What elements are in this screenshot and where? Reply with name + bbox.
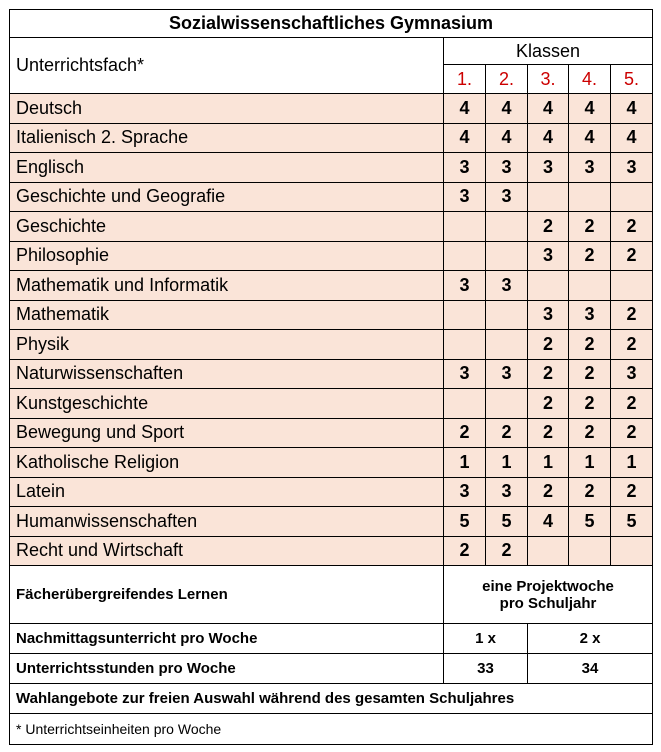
hours-class-5: 4	[611, 94, 653, 124]
hours-class-1	[444, 212, 486, 242]
class-number-3: 3.	[528, 65, 569, 94]
subject-name: Bewegung und Sport	[10, 418, 444, 448]
hours-class-5: 2	[611, 241, 653, 271]
hours-class-3: 2	[528, 212, 569, 242]
hours-class-4	[569, 536, 611, 566]
subject-row	[10, 536, 653, 566]
hours-class-5	[611, 182, 653, 212]
hours-class-1	[444, 389, 486, 419]
class-number-5: 5.	[611, 65, 653, 94]
subject-row	[10, 241, 653, 271]
hours-class-4: 2	[569, 389, 611, 419]
hours-class-3	[528, 271, 569, 301]
subject-row	[10, 359, 653, 389]
footnote: * Unterrichtseinheiten pro Woche	[10, 714, 653, 745]
subject-name: Mathematik und Informatik	[10, 271, 444, 301]
subject-name: Italienisch 2. Sprache	[10, 123, 444, 153]
table-title: Sozialwissenschaftliches Gymnasium	[10, 10, 653, 38]
weekly-hours-grades-1-2: 33	[444, 654, 528, 684]
class-number-1: 1.	[444, 65, 486, 94]
weekly-hours-grades-3-5: 34	[528, 654, 653, 684]
class-number-4: 4.	[569, 65, 611, 94]
subject-row	[10, 477, 653, 507]
hours-class-4: 2	[569, 330, 611, 360]
hours-class-3: 2	[528, 330, 569, 360]
hours-class-2: 3	[486, 271, 528, 301]
subject-row	[10, 300, 653, 330]
hours-class-4: 4	[569, 123, 611, 153]
subject-row	[10, 330, 653, 360]
hours-class-4	[569, 271, 611, 301]
hours-class-5: 5	[611, 507, 653, 537]
subject-row	[10, 507, 653, 537]
subject-name: Deutsch	[10, 94, 444, 124]
subject-row	[10, 271, 653, 301]
hours-class-2	[486, 212, 528, 242]
subject-row	[10, 94, 653, 124]
hours-class-1: 3	[444, 153, 486, 183]
hours-class-4: 3	[569, 300, 611, 330]
hours-class-3: 1	[528, 448, 569, 478]
hours-class-1: 2	[444, 418, 486, 448]
weekly-hours-label: Unterrichtsstunden pro Woche	[10, 654, 444, 684]
hours-class-2: 2	[486, 418, 528, 448]
hours-class-1: 5	[444, 507, 486, 537]
subject-name: Katholische Religion	[10, 448, 444, 478]
hours-class-4: 3	[569, 153, 611, 183]
hours-class-2	[486, 330, 528, 360]
hours-class-4: 1	[569, 448, 611, 478]
hours-class-4: 2	[569, 359, 611, 389]
hours-class-1: 3	[444, 182, 486, 212]
hours-class-2: 3	[486, 359, 528, 389]
hours-class-3: 4	[528, 94, 569, 124]
hours-class-1	[444, 330, 486, 360]
hours-class-5	[611, 536, 653, 566]
hours-class-1: 1	[444, 448, 486, 478]
hours-class-2: 2	[486, 536, 528, 566]
hours-class-4: 4	[569, 94, 611, 124]
hours-class-2: 3	[486, 477, 528, 507]
afternoon-grades-3-5: 2 x	[528, 624, 653, 654]
hours-class-1: 2	[444, 536, 486, 566]
hours-class-3: 4	[528, 507, 569, 537]
hours-class-1: 4	[444, 123, 486, 153]
hours-class-4: 2	[569, 212, 611, 242]
hours-class-4: 2	[569, 418, 611, 448]
hours-class-5: 4	[611, 123, 653, 153]
subject-name: Geschichte	[10, 212, 444, 242]
subject-row	[10, 123, 653, 153]
hours-class-2: 5	[486, 507, 528, 537]
subject-row	[10, 448, 653, 478]
hours-class-1: 3	[444, 477, 486, 507]
subject-row	[10, 182, 653, 212]
hours-class-5: 2	[611, 212, 653, 242]
hours-class-2: 4	[486, 94, 528, 124]
hours-class-2	[486, 241, 528, 271]
electives-row: Wahlangebote zur freien Auswahl während des gesamten Schuljahres	[10, 684, 653, 714]
subject-name: Englisch	[10, 153, 444, 183]
hours-class-2	[486, 389, 528, 419]
hours-class-1: 3	[444, 359, 486, 389]
subject-name: Geschichte und Geografie	[10, 182, 444, 212]
hours-class-4: 2	[569, 477, 611, 507]
hours-class-5: 2	[611, 330, 653, 360]
curriculum-table	[9, 9, 653, 745]
hours-class-4	[569, 182, 611, 212]
hours-class-2	[486, 300, 528, 330]
cross-learning-value-line2: pro Schuljahr	[499, 594, 597, 612]
hours-class-3	[528, 536, 569, 566]
hours-class-3: 2	[528, 418, 569, 448]
hours-class-1	[444, 300, 486, 330]
subject-row	[10, 418, 653, 448]
subject-column-header: Unterrichtsfach*	[10, 38, 444, 94]
subject-name: Physik	[10, 330, 444, 360]
hours-class-2: 3	[486, 182, 528, 212]
hours-class-4: 2	[569, 241, 611, 271]
hours-class-3: 3	[528, 153, 569, 183]
hours-class-3: 2	[528, 359, 569, 389]
hours-class-5	[611, 271, 653, 301]
hours-class-2: 4	[486, 123, 528, 153]
hours-class-5: 2	[611, 300, 653, 330]
hours-class-3: 3	[528, 241, 569, 271]
class-number-2: 2.	[486, 65, 528, 94]
hours-class-3: 2	[528, 477, 569, 507]
subject-row	[10, 389, 653, 419]
hours-class-1: 3	[444, 271, 486, 301]
afternoon-label: Nachmittagsunterricht pro Woche	[10, 624, 444, 654]
hours-class-5: 1	[611, 448, 653, 478]
subject-name: Recht und Wirtschaft	[10, 536, 444, 566]
subject-name: Latein	[10, 477, 444, 507]
subject-name: Mathematik	[10, 300, 444, 330]
subject-name: Philosophie	[10, 241, 444, 271]
cross-learning-value-line1: eine Projektwoche	[482, 577, 614, 595]
hours-class-1: 4	[444, 94, 486, 124]
subject-name: Kunstgeschichte	[10, 389, 444, 419]
hours-class-4: 5	[569, 507, 611, 537]
classes-header: Klassen	[444, 38, 653, 65]
hours-class-1	[444, 241, 486, 271]
subject-row	[10, 212, 653, 242]
hours-class-5: 2	[611, 477, 653, 507]
hours-class-3: 3	[528, 300, 569, 330]
afternoon-grades-1-2: 1 x	[444, 624, 528, 654]
hours-class-3	[528, 182, 569, 212]
hours-class-2: 1	[486, 448, 528, 478]
hours-class-3: 4	[528, 123, 569, 153]
subject-name: Humanwissenschaften	[10, 507, 444, 537]
cross-learning-value	[444, 566, 653, 624]
hours-class-3: 2	[528, 389, 569, 419]
hours-class-5: 2	[611, 389, 653, 419]
hours-class-5: 3	[611, 153, 653, 183]
hours-class-2: 3	[486, 153, 528, 183]
subject-name: Naturwissenschaften	[10, 359, 444, 389]
subject-row	[10, 153, 653, 183]
cross-learning-label: Fächerübergreifendes Lernen	[10, 566, 444, 624]
hours-class-5: 3	[611, 359, 653, 389]
hours-class-5: 2	[611, 418, 653, 448]
